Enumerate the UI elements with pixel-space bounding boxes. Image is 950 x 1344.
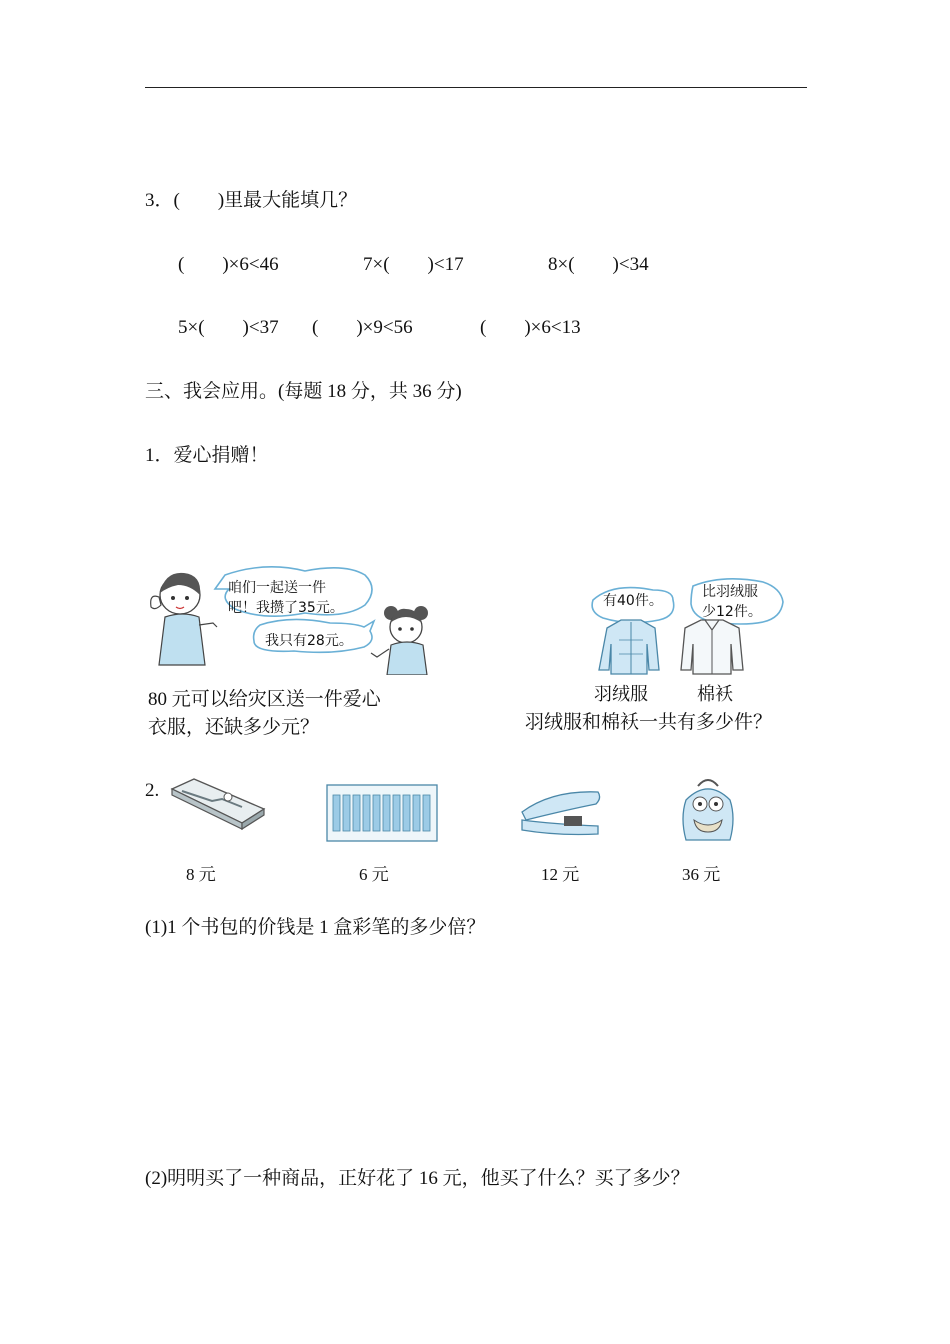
q3-item-1: ( )×6<46: [178, 254, 279, 275]
label-down-jacket: 羽绒服: [594, 684, 648, 704]
q3-item-3: 8×( )<34: [548, 254, 649, 275]
color-pens-icon: [325, 783, 439, 843]
school-bag-icon: [676, 776, 740, 846]
bubble-3-text: 有40件。: [603, 593, 663, 609]
price-stapler: 12 元: [541, 865, 580, 884]
q3-title: 3．( )里最大能填几？: [145, 190, 358, 211]
stapler-icon: [518, 790, 602, 840]
q3-item-5: ( )×9<56: [312, 317, 413, 338]
bubble-4-text: 比羽绒服 少12件。: [702, 584, 762, 620]
problem2-number: 2.: [145, 780, 160, 801]
price-school-bag: 36 元: [682, 865, 721, 884]
section-heading: 三、我会应用。(每题 18 分，共 36 分): [145, 381, 462, 402]
price-pencil-case: 8 元: [186, 865, 216, 884]
q3-item-2: 7×( )<17: [363, 254, 464, 275]
pencil-case-icon: [168, 775, 268, 835]
price-color-pens: 6 元: [359, 865, 389, 884]
problem1-left-question: 80 元可以给灾区送一件爱心 衣服，还缺多少元？: [148, 689, 381, 738]
bubble-1-text: 咱们一起送一件 吧！我攒了35元。: [228, 580, 344, 616]
q3-item-4: 5×( )<37: [178, 317, 279, 338]
problem2-q2: (2)明明买了一种商品，正好花了 16 元，他买了什么？买了多少？: [145, 1168, 690, 1189]
cotton-coat-icon: [681, 620, 743, 674]
header-rule: [145, 87, 807, 88]
label-cotton-coat: 棉袄: [697, 684, 733, 704]
girl-left-icon: [151, 573, 217, 665]
q3-item-6: ( )×6<13: [480, 317, 581, 338]
problem1-right-question: 羽绒服和棉袄一共有多少件？: [525, 712, 773, 733]
problem2-q1: (1)1 个书包的价钱是 1 盒彩笔的多少倍？: [145, 917, 486, 938]
problem1-title: 1．爱心捐赠！: [145, 445, 269, 466]
girl-right-icon: [371, 606, 428, 675]
down-jacket-icon: [599, 620, 659, 674]
bubble-2-text: 我只有28元。: [265, 633, 353, 649]
